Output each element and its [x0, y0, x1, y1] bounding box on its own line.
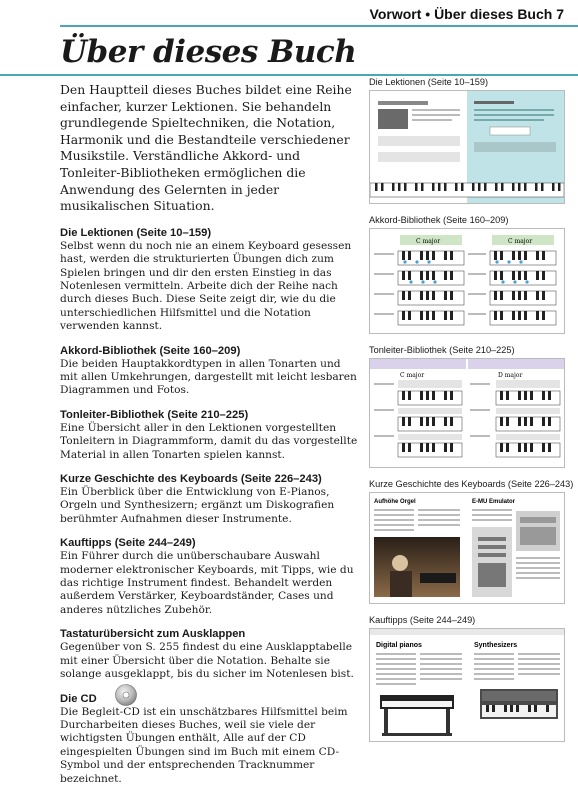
chord-label: C major	[416, 238, 441, 245]
geschichte-page-preview	[370, 493, 564, 603]
page-header	[0, 0, 578, 28]
section-heading: Akkord-Bibliothek (Seite 160–209)	[60, 344, 241, 357]
section-heading: Kauftipps (Seite 244–249)	[60, 537, 196, 550]
tips-heading: Synthesizers	[474, 642, 518, 649]
section-heading: Tastaturübersicht zum Ausklappen	[60, 628, 246, 641]
section-tonleiter-bibliothek	[60, 408, 358, 462]
section-akkord-bibliothek	[60, 344, 358, 398]
running-head: Vorwort • Über dieses Buch 7	[369, 6, 564, 22]
section-body: Selbst wenn du noch nie an einem Keyboard gesessen hast, werden die strukturierten Übungen dich zum Spielen bringen und dir den ersten Einstieg in das Notenlesen vermitteln. Arbeite dich der Reihe nach durch dieses Buch. Diese Seite zeigt dir, wie du die unterschiedlichen Hilfsmittel und die Notation verwenden kannst.	[60, 239, 352, 333]
thumb-caption-tonleiter: Tonleiter-Bibliothek (Seite 210–225)	[369, 345, 515, 355]
akkord-page-preview	[370, 229, 564, 333]
section-heading: Die CD	[60, 692, 97, 705]
section-heading: Kurze Geschichte des Keyboards (Seite 226–243)	[60, 473, 322, 486]
thumb-tonleiter	[369, 358, 565, 468]
section-body: Ein Überblick über die Entwicklung von E-Pianos, Orgeln und Synthesizern; ergänzt um Diskografien berühmter Aufnahmen dieser Instrumente.	[60, 486, 335, 525]
section-heading: Tonleiter-Bibliothek (Seite 210–225)	[60, 408, 249, 421]
section-kauftipps	[60, 536, 358, 617]
section-body: Die Begleit-CD ist ein unschätzbares Hilfsmittel beim Durcharbeiten dieses Buches, weil sie viele der wichtigsten Übungen enthält, Alle auf der CD eingespielten Übungen sind im Buch mit einem CD-Symbol und der entsprechenden Tracknummer bezeichnet.	[60, 705, 348, 785]
section-body: Ein Führer durch die unüberschaubare Auswahl moderner elektronischer Keyboards, mit Tipps, wie du das richtige Instrument findest. Behandelt werden außerdem Verstärker, Keyboardständer, Cases und anderes nützliches Zubehör.	[60, 550, 354, 616]
section-heading: Die Lektionen (Seite 10–159)	[60, 226, 212, 239]
page-title: Über dieses Buch	[60, 34, 357, 70]
main-text-column	[60, 82, 358, 796]
scale-label: D major	[498, 372, 523, 379]
chord-label: C major	[508, 238, 533, 245]
thumb-caption-lektionen: Die Lektionen (Seite 10–159)	[369, 77, 489, 87]
section-tastaturuebersicht	[60, 627, 358, 681]
thumb-lektionen	[369, 90, 565, 204]
thumb-kauftipps	[369, 628, 565, 742]
section-geschichte	[60, 472, 358, 526]
intro-paragraph: Den Hauptteil dieses Buches bildet eine Reihe einfacher, kurzer Lektionen. Sie behandeln grundlegende Spieltechniken, die Notation, Harmonik und die Bestandteile verschiedener Musikstile. Verständliche Akkord- und Tonleiter-Bibliotheken ermöglichen die Anwendung des Gelernten in jeder musikalischen Situation.	[60, 82, 352, 214]
thumb-caption-geschichte: Kurze Geschichte des Keyboards (Seite 226–243)	[369, 479, 574, 489]
section-body: Eine Übersicht aller in den Lektionen vorgestellten Tonleitern in Diagrammform, damit du das vorgestellte Material in allen Tonarten spielen kannst.	[60, 421, 358, 461]
history-heading: E-MU Emulator	[472, 499, 516, 505]
scale-label: C major	[400, 372, 425, 379]
thumb-akkord	[369, 228, 565, 334]
cd-icon	[115, 684, 137, 706]
synthesizer-image	[480, 689, 558, 719]
header-rule	[60, 25, 578, 27]
thumb-caption-kauftipps: Kauftipps (Seite 244–249)	[369, 615, 476, 625]
section-cd	[60, 692, 358, 786]
section-lektionen	[60, 226, 358, 334]
thumb-caption-akkord: Akkord-Bibliothek (Seite 160–209)	[369, 215, 509, 225]
section-body: Die beiden Hauptakkordtypen in allen Tonarten und mit allen Umkehrungen, dargestellt mit leicht lesbaren Diagrammen und Fotos.	[60, 357, 357, 397]
thumbnail-column	[369, 76, 574, 752]
tonleiter-page-preview	[370, 359, 564, 467]
section-body: Gegenüber von S. 255 findest du eine Ausklapptabelle mit einer Übersicht über die Notation. Behalte sie solange ausgeklappt, bis du sicher im Notenlesen bist.	[60, 641, 354, 681]
history-heading: Aufhöhe Orgel	[374, 499, 416, 505]
kauftipps-page-preview	[370, 629, 564, 741]
thumb-geschichte	[369, 492, 565, 604]
tips-heading: Digital pianos	[376, 642, 422, 649]
lektionen-page-preview	[370, 91, 564, 203]
